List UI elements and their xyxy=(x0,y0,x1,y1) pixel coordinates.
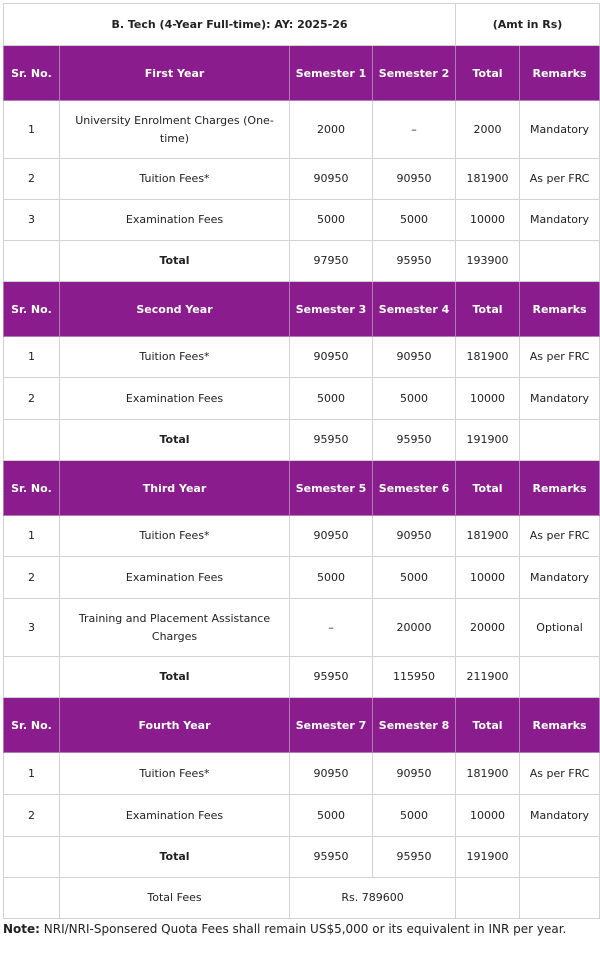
remarks-cell: As per FRC xyxy=(520,753,600,795)
item-cell: Tuition Fees* xyxy=(60,753,290,795)
item-cell: Tuition Fees* xyxy=(60,159,290,200)
total-cell: 211900 xyxy=(456,657,520,698)
year-label: First Year xyxy=(60,46,290,101)
table-row xyxy=(4,200,600,241)
sr-cell: 1 xyxy=(4,101,60,159)
sr-cell: 2 xyxy=(4,557,60,599)
amount-cell: 90950 xyxy=(290,516,373,557)
sr-no-header: Sr. No. xyxy=(4,461,60,516)
item-cell: University Enrolment Charges (One-time) xyxy=(60,101,290,159)
empty-cell xyxy=(4,837,60,878)
sr-cell: 1 xyxy=(4,337,60,378)
empty-cell xyxy=(520,837,600,878)
amount-cell: 90950 xyxy=(373,516,456,557)
total-header: Total xyxy=(456,282,520,337)
remarks-cell: Mandatory xyxy=(520,557,600,599)
sr-cell: 1 xyxy=(4,516,60,557)
semester-header: Semester 8 xyxy=(373,698,456,753)
empty-cell xyxy=(4,657,60,698)
remarks-cell: As per FRC xyxy=(520,516,600,557)
total-label: Total xyxy=(60,241,290,282)
amount-cell: 90950 xyxy=(373,337,456,378)
amount-cell: – xyxy=(290,599,373,657)
year-label: Second Year xyxy=(60,282,290,337)
total-cell: 10000 xyxy=(456,795,520,837)
amount-cell: 90950 xyxy=(290,159,373,200)
semester-header: Semester 2 xyxy=(373,46,456,101)
year-total-row xyxy=(4,657,600,698)
total-cell: 2000 xyxy=(456,101,520,159)
total-cell: 181900 xyxy=(456,159,520,200)
amount-cell: 97950 xyxy=(290,241,373,282)
amount-cell: 5000 xyxy=(373,795,456,837)
item-cell: Tuition Fees* xyxy=(60,337,290,378)
semester-header: Semester 1 xyxy=(290,46,373,101)
remarks-cell: As per FRC xyxy=(520,159,600,200)
semester-header: Semester 3 xyxy=(290,282,373,337)
remarks-cell: Mandatory xyxy=(520,200,600,241)
remarks-cell: Optional xyxy=(520,599,600,657)
remarks-cell: As per FRC xyxy=(520,337,600,378)
table-row xyxy=(4,101,600,159)
total-cell: 181900 xyxy=(456,337,520,378)
total-cell: 10000 xyxy=(456,378,520,420)
amount-cell: 5000 xyxy=(290,200,373,241)
amount-cell: 5000 xyxy=(290,795,373,837)
total-cell: 10000 xyxy=(456,200,520,241)
amount-cell: 5000 xyxy=(290,378,373,420)
semester-header: Semester 7 xyxy=(290,698,373,753)
empty-cell xyxy=(520,241,600,282)
sr-no-header: Sr. No. xyxy=(4,698,60,753)
amount-cell: 90950 xyxy=(290,337,373,378)
amount-cell: 95950 xyxy=(373,241,456,282)
empty-cell xyxy=(520,878,600,919)
table-row xyxy=(4,516,600,557)
item-cell: Tuition Fees* xyxy=(60,516,290,557)
footnote xyxy=(3,922,566,936)
note-label: Note: xyxy=(3,922,40,936)
semester-header: Semester 4 xyxy=(373,282,456,337)
sr-cell: 2 xyxy=(4,795,60,837)
item-cell: Examination Fees xyxy=(60,557,290,599)
amount-cell: 5000 xyxy=(373,557,456,599)
total-cell: 193900 xyxy=(456,241,520,282)
sr-cell: 1 xyxy=(4,753,60,795)
amount-cell: 2000 xyxy=(290,101,373,159)
grand-total-label: Total Fees xyxy=(60,878,290,919)
total-header: Total xyxy=(456,698,520,753)
year-label: Third Year xyxy=(60,461,290,516)
year-header-row xyxy=(4,46,600,101)
total-header: Total xyxy=(456,461,520,516)
total-label: Total xyxy=(60,657,290,698)
item-cell: Examination Fees xyxy=(60,795,290,837)
sr-cell: 3 xyxy=(4,200,60,241)
amount-cell: 95950 xyxy=(290,657,373,698)
amount-cell: 95950 xyxy=(373,837,456,878)
empty-cell xyxy=(4,241,60,282)
amount-cell: 95950 xyxy=(290,420,373,461)
empty-cell xyxy=(4,420,60,461)
empty-cell xyxy=(520,657,600,698)
year-total-row xyxy=(4,420,600,461)
grand-total-row xyxy=(4,878,600,919)
amount-cell: 90950 xyxy=(373,753,456,795)
amount-cell: 5000 xyxy=(373,200,456,241)
sr-cell: 3 xyxy=(4,599,60,657)
item-cell: Examination Fees xyxy=(60,200,290,241)
semester-header: Semester 5 xyxy=(290,461,373,516)
empty-cell xyxy=(456,878,520,919)
remarks-cell: Mandatory xyxy=(520,101,600,159)
total-cell: 20000 xyxy=(456,599,520,657)
total-cell: 181900 xyxy=(456,753,520,795)
amount-cell: 95950 xyxy=(290,837,373,878)
remarks-cell: Mandatory xyxy=(520,378,600,420)
title-row xyxy=(4,4,600,46)
grand-total-value: Rs. 789600 xyxy=(290,878,456,919)
year-header-row xyxy=(4,461,600,516)
sr-cell: 2 xyxy=(4,159,60,200)
table-row xyxy=(4,795,600,837)
amount-cell: 90950 xyxy=(290,753,373,795)
sr-cell: 2 xyxy=(4,378,60,420)
item-cell: Training and Placement Assistance Charges xyxy=(60,599,290,657)
year-total-row xyxy=(4,241,600,282)
remarks-header: Remarks xyxy=(520,461,600,516)
total-label: Total xyxy=(60,420,290,461)
remarks-header: Remarks xyxy=(520,46,600,101)
amount-cell: 95950 xyxy=(373,420,456,461)
sr-no-header: Sr. No. xyxy=(4,282,60,337)
amount-cell: – xyxy=(373,101,456,159)
empty-cell xyxy=(520,420,600,461)
empty-cell xyxy=(4,878,60,919)
table-row xyxy=(4,378,600,420)
note-text: NRI/NRI-Sponsered Quota Fees shall remain US$5,000 or its equivalent in INR per year. xyxy=(39,922,567,936)
remarks-header: Remarks xyxy=(520,698,600,753)
table-row xyxy=(4,557,600,599)
table-row xyxy=(4,753,600,795)
fee-table xyxy=(3,3,600,919)
year-label: Fourth Year xyxy=(60,698,290,753)
amount-cell: 115950 xyxy=(373,657,456,698)
amount-unit: (Amt in Rs) xyxy=(456,4,600,46)
total-cell: 191900 xyxy=(456,837,520,878)
year-total-row xyxy=(4,837,600,878)
amount-cell: 5000 xyxy=(373,378,456,420)
item-cell: Examination Fees xyxy=(60,378,290,420)
table-row xyxy=(4,599,600,657)
total-cell: 191900 xyxy=(456,420,520,461)
remarks-header: Remarks xyxy=(520,282,600,337)
amount-cell: 20000 xyxy=(373,599,456,657)
total-cell: 10000 xyxy=(456,557,520,599)
total-header: Total xyxy=(456,46,520,101)
table-row xyxy=(4,159,600,200)
amount-cell: 5000 xyxy=(290,557,373,599)
table-row xyxy=(4,337,600,378)
remarks-cell: Mandatory xyxy=(520,795,600,837)
program-title: B. Tech (4-Year Full-time): AY: 2025-26 xyxy=(4,4,456,46)
sr-no-header: Sr. No. xyxy=(4,46,60,101)
semester-header: Semester 6 xyxy=(373,461,456,516)
total-label: Total xyxy=(60,837,290,878)
amount-cell: 90950 xyxy=(373,159,456,200)
year-header-row xyxy=(4,698,600,753)
total-cell: 181900 xyxy=(456,516,520,557)
year-header-row xyxy=(4,282,600,337)
